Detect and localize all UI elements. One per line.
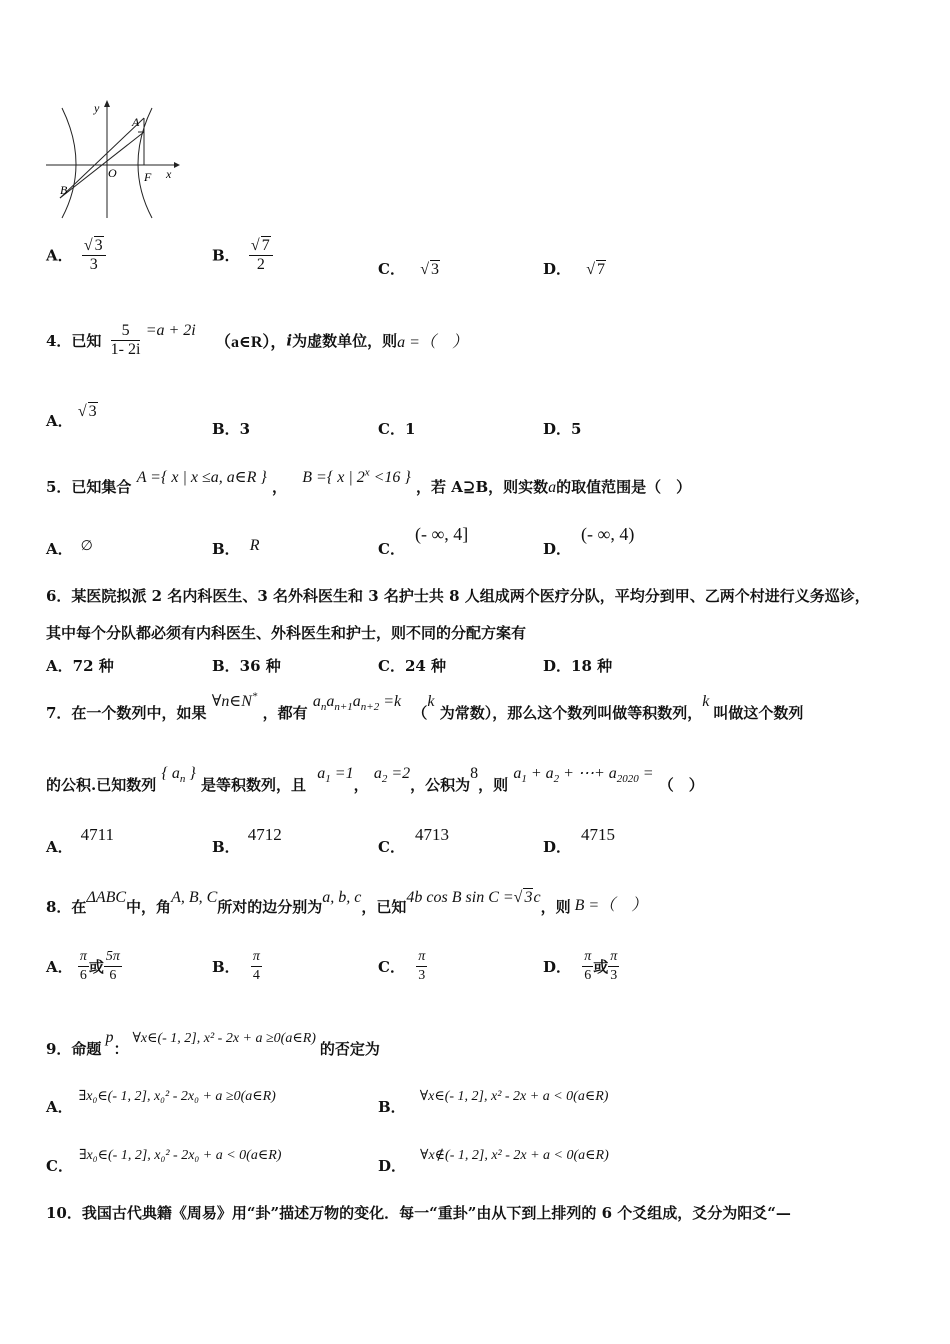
question-6-line2: 其中每个分队都必须有内科医生、外科医生和护士，则不同的分配方案有	[46, 624, 527, 642]
q8-b-frac: $\frac{\pi}{4}$	[252, 949, 260, 983]
q4-stem: 4．已知	[46, 332, 102, 350]
q9-d-value: ∀x∉(- 1, 2], x² - 2x + a < 0(a∈R)	[420, 1148, 609, 1163]
q4-option-a[interactable]	[46, 403, 98, 431]
q4-a-label: A．	[46, 412, 73, 430]
q7-k2: k	[702, 693, 710, 710]
q6-option-d[interactable]: D．18 种	[543, 657, 613, 675]
q9-d-label: D．	[378, 1157, 407, 1175]
question-7-line1	[46, 690, 804, 722]
q6-option-c[interactable]: C．24 种	[378, 657, 447, 675]
q3-c-value: √ 3	[420, 261, 439, 278]
q7-stem: 7．在一个数列中，如果	[46, 704, 207, 722]
q8-c-frac: $\frac{\pi}{3}$	[418, 949, 426, 983]
q5-stem: 5．已知集合	[46, 478, 132, 496]
label-O: O	[108, 166, 117, 180]
label-F: F	[144, 170, 152, 184]
label-A: A	[132, 115, 140, 129]
q5-option-b[interactable]	[212, 538, 259, 559]
q7-a-label: A．	[46, 838, 73, 856]
q7-option-d[interactable]	[543, 825, 616, 857]
q3-c-label: C．	[378, 260, 405, 278]
q7-sum: $a_1 + a_2$ + ⋯+ $a_{2020}$ =	[513, 765, 654, 786]
q9-option-b[interactable]	[378, 1089, 609, 1117]
q7-option-a[interactable]	[46, 825, 115, 857]
q5-tail: ，若 A⊇B，则实数	[416, 478, 549, 496]
q8-stem: 8．在	[46, 898, 87, 916]
q9-tail: 的否定为	[319, 1040, 380, 1058]
q5-a-label: A．	[46, 540, 73, 558]
q9-c-value: ∃x₀∈(- 1, 2], x₀² - 2x₀ + a < 0(a∈R)	[78, 1148, 282, 1163]
q8-option-d[interactable]	[543, 948, 619, 985]
q8-option-a[interactable]	[46, 948, 122, 985]
q7-line2d: ，则	[478, 776, 509, 794]
q7-b-value: 4712	[247, 825, 282, 844]
q3-d-label: D．	[543, 260, 572, 278]
q4-option-c[interactable]: C．1	[378, 420, 416, 438]
q8-angles: A, B, C	[171, 889, 218, 906]
q7-an: { $a_n$ }	[161, 765, 196, 786]
q6-option-b[interactable]: B．36 种	[212, 657, 281, 675]
q9-option-a[interactable]	[46, 1089, 276, 1117]
q7-line2c: ，公积为	[410, 776, 471, 794]
q9-c-label: C．	[46, 1157, 73, 1175]
q4-ask: a =（ ）	[397, 334, 468, 351]
q7-paren-tail: 为常数），那么这个数列叫做等积数列，	[434, 704, 703, 722]
q8-equation: 4b cos B sin C =√ 3c	[406, 889, 541, 906]
q7-line2b: 是等积数列，且	[201, 776, 307, 794]
q9-option-d[interactable]	[378, 1148, 609, 1176]
q9-p: p	[105, 1029, 114, 1046]
q9-stem: 9．命题	[46, 1040, 102, 1058]
q4-fraction: $\frac{5}{1- 2i}$	[110, 322, 141, 358]
q5-tail2: 的取值范围是（ ）	[556, 478, 692, 496]
q7-tail: 叫做这个数列	[713, 704, 804, 722]
q4-a-value: √ 3	[77, 403, 97, 420]
q3-option-d[interactable]	[543, 258, 606, 279]
q8-d-frac1: $\frac{\pi}{6}$	[584, 949, 592, 983]
q8-a-frac2: $\frac{5\pi}{6}$	[105, 949, 120, 983]
q9-colon: ：	[113, 1040, 129, 1058]
q8-d-label: D．	[543, 958, 572, 976]
q7-k: k	[427, 693, 435, 710]
q7-option-b[interactable]	[212, 825, 282, 857]
q7-a-value: 4711	[80, 825, 115, 844]
q3-option-b[interactable]	[212, 236, 273, 274]
q7-a2: $a_2 =2$	[373, 765, 411, 786]
q3-option-c[interactable]	[378, 258, 440, 279]
question-8	[46, 884, 648, 916]
question-9	[46, 1026, 380, 1058]
q7-paren: （	[412, 704, 428, 722]
q5-option-d[interactable]	[543, 524, 635, 559]
q5-comma: ，	[272, 478, 288, 496]
q7-forall: ∀n∈N*	[211, 690, 258, 710]
q4-cond: （a∈R），	[214, 334, 287, 351]
q5-set-b: B ={ x | $2^x <16$ }	[302, 466, 411, 486]
q5-c-value: (- ∞, 4]	[414, 524, 469, 544]
q5-option-c[interactable]	[378, 524, 469, 559]
q5-option-a[interactable]	[46, 538, 93, 559]
q3-b-fraction: $\frac{√ 7}{2}$	[249, 236, 273, 274]
q5-set-a: A ={ x | x ≤a, a∈R }	[136, 469, 267, 486]
q8-b-label: B．	[212, 958, 240, 976]
q8-a-label: A．	[46, 958, 73, 976]
q8-option-c[interactable]	[378, 948, 427, 985]
q5-b-value: R	[249, 537, 260, 554]
question-10-line1: 10．我国古代典籍《周易》用“卦”描述万物的变化．每一“重卦”由从下到上排列的 6 个爻组成，爻分为阳爻“—	[46, 1204, 791, 1222]
q3-b-label: B．	[212, 246, 240, 265]
q8-d-or: 或	[593, 958, 609, 976]
q8-triangle: ΔABC	[86, 889, 127, 906]
q7-d-value: 4715	[581, 825, 616, 844]
q9-a-label: A．	[46, 1098, 73, 1116]
q7-sep: ，	[353, 776, 369, 794]
q7-d-label: D．	[543, 838, 572, 856]
q5-c-label: C．	[378, 540, 405, 558]
question-4	[46, 322, 468, 359]
q5-d-value: (- ∞, 4)	[581, 524, 635, 544]
q8-c-label: C．	[378, 958, 405, 976]
q8-mid2: 所对的边分别为	[217, 898, 323, 916]
q3-option-a[interactable]	[46, 236, 106, 274]
q3-a-fraction: $\frac{√ 3}{3}$	[82, 236, 106, 274]
q3-a-label: A．	[46, 246, 73, 265]
q4-tail: 为虚数单位，则	[292, 332, 398, 350]
q8-mid3: ，已知	[361, 898, 407, 916]
q5-b-label: B．	[212, 540, 240, 558]
q7-c-label: C．	[378, 838, 405, 856]
question-7-line2	[46, 762, 704, 794]
q9-option-c[interactable]	[46, 1148, 282, 1176]
q8-ask: B =（ ）	[574, 897, 648, 914]
q7-eight: 8	[470, 765, 479, 782]
q8-a-or: 或	[88, 958, 104, 976]
hyperbola-figure	[40, 98, 180, 222]
q7-option-c[interactable]	[378, 825, 449, 857]
label-x: x	[166, 167, 172, 181]
q7-product: $a_na_{n+1}a_{n+2} =k$	[312, 693, 402, 714]
q8-tail: ，则	[540, 898, 571, 916]
q4-option-d[interactable]: D．5	[543, 420, 582, 438]
label-y: y	[94, 101, 100, 115]
q9-proposition: ∀x∈(- 1, 2], x² - 2x + a ≥0(a∈R)	[132, 1031, 316, 1046]
q9-b-label: B．	[378, 1098, 406, 1116]
q8-sides: a, b, c	[322, 889, 362, 906]
q4-i: i	[286, 331, 293, 350]
q3-d-value: √ 7	[586, 261, 606, 278]
q5-var: a	[548, 479, 557, 496]
q7-a1: $a_1 =1$	[317, 765, 354, 786]
label-B: B	[60, 183, 68, 197]
q8-mid: 中，角	[126, 898, 172, 916]
q4-option-b[interactable]: B．3	[212, 420, 251, 438]
question-5	[46, 466, 692, 496]
q7-b-label: B．	[212, 838, 240, 856]
q5-d-label: D．	[543, 540, 572, 558]
q7-comma: ，都有	[262, 704, 308, 722]
q8-option-b[interactable]	[212, 948, 262, 985]
q7-c-value: 4713	[414, 825, 449, 844]
q7-ask: （ ）	[658, 776, 704, 794]
q8-d-frac2: $\frac{\pi}{3}$	[610, 949, 618, 983]
q6-option-a[interactable]: A．72 种	[46, 657, 114, 675]
q4-rhs: =a + 2i	[145, 322, 196, 339]
q5-a-value: ∅	[80, 539, 93, 554]
q9-a-value: ∃x₀∈(- 1, 2], x₀² - 2x₀ + a ≥0(a∈R)	[78, 1089, 276, 1104]
question-6-line1: 6．某医院拟派 2 名内科医生、3 名外科医生和 3 名护士共 8 人组成两个医疗分队，平均分到甲、乙两个村进行义务巡诊，	[46, 587, 870, 605]
q8-a-frac1: $\frac{\pi}{6}$	[79, 949, 87, 983]
q9-b-value: ∀x∈(- 1, 2], x² - 2x + a < 0(a∈R)	[419, 1089, 609, 1104]
q7-line2a: 的公积.已知数列	[46, 776, 157, 794]
